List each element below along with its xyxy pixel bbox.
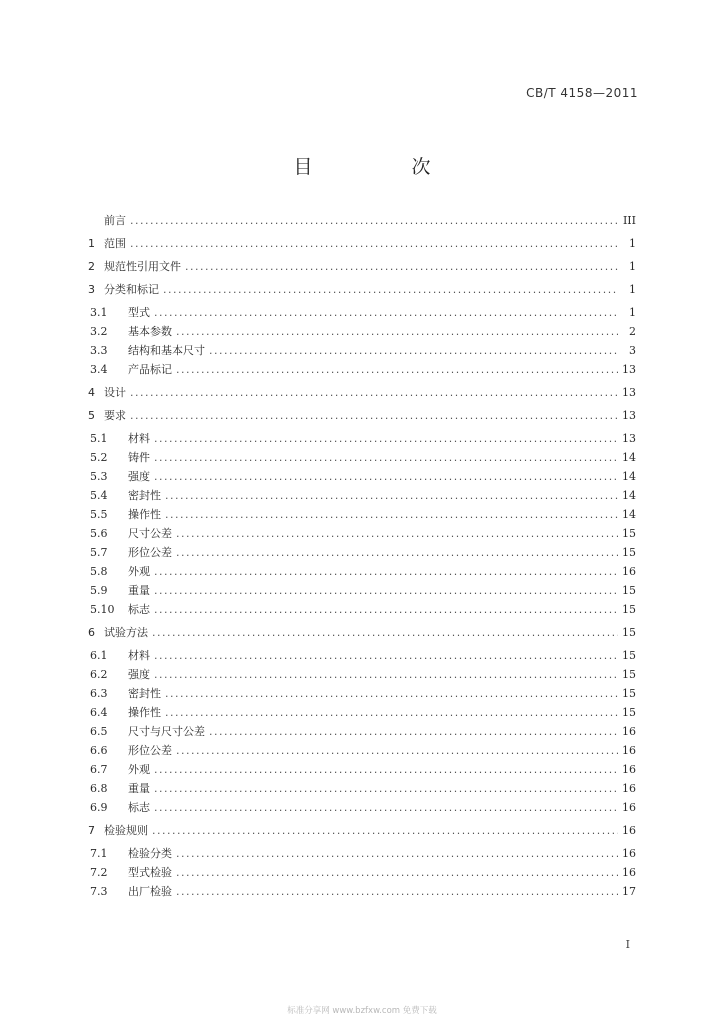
toc-entry-label: 尺寸与尺寸公差 <box>128 725 205 738</box>
toc-entry-number: 7.2 <box>90 866 108 879</box>
toc-leader-dots <box>154 649 618 662</box>
toc-entry-page: 13 <box>622 409 636 422</box>
toc-entry-label: 规范性引用文件 <box>104 260 181 273</box>
toc-entry-number: 6 <box>88 626 95 639</box>
toc-leader-dots <box>165 508 618 521</box>
toc-entry[interactable] <box>88 525 636 541</box>
toc-leader-dots <box>154 801 618 814</box>
toc-entry[interactable] <box>88 845 636 861</box>
toc-entry-number: 5.10 <box>90 603 115 616</box>
toc-entry-number: 3.1 <box>90 306 108 319</box>
toc-entry[interactable] <box>88 624 636 640</box>
toc-entry[interactable] <box>88 647 636 663</box>
toc-entry-number: 5.5 <box>90 508 108 521</box>
toc-leader-dots <box>130 409 618 422</box>
toc-entry-number: 6.9 <box>90 801 108 814</box>
toc-leader-dots <box>209 344 618 357</box>
toc-entry[interactable] <box>88 544 636 560</box>
toc-leader-dots <box>176 527 618 540</box>
toc-leader-dots <box>176 885 618 898</box>
toc-entry-page: 16 <box>622 824 636 837</box>
toc-entry-label: 材料 <box>128 649 150 662</box>
toc-entry-page: 15 <box>622 527 636 540</box>
toc-entry[interactable] <box>88 506 636 522</box>
toc-leader-dots <box>154 603 618 616</box>
toc-entry[interactable] <box>88 342 636 358</box>
toc-entry-label: 形位公差 <box>128 744 172 757</box>
toc-entry-number: 3.3 <box>90 344 108 357</box>
watermark: 标准分享网 www.bzfxw.com 免费下载 <box>287 1006 437 1016</box>
toc-entry[interactable] <box>88 384 636 400</box>
toc-entry-label: 强度 <box>128 470 150 483</box>
toc-entry[interactable] <box>88 601 636 617</box>
toc-leader-dots <box>176 546 618 559</box>
toc-entry-page: 16 <box>622 847 636 860</box>
toc-entry[interactable] <box>88 822 636 838</box>
page-number: I <box>625 938 630 951</box>
toc-entry[interactable] <box>88 487 636 503</box>
toc-leader-dots <box>152 824 618 837</box>
toc-entry-number: 6.1 <box>90 649 108 662</box>
toc-entry-label: 检验规则 <box>104 824 148 837</box>
toc-entry-page: 13 <box>622 386 636 399</box>
standard-code: CB/T 4158—2011 <box>526 86 638 100</box>
toc-entry-label: 材料 <box>128 432 150 445</box>
toc-leader-dots <box>130 386 618 399</box>
toc-entry[interactable] <box>88 449 636 465</box>
toc-entry[interactable] <box>88 742 636 758</box>
toc-entry-label: 尺寸公差 <box>128 527 172 540</box>
toc-entry-number: 5.7 <box>90 546 108 559</box>
toc-entry-label: 形位公差 <box>128 546 172 559</box>
toc-leader-dots <box>176 325 618 338</box>
toc-entry-label: 结构和基本尺寸 <box>128 344 205 357</box>
toc-entry[interactable] <box>88 780 636 796</box>
toc-leader-dots <box>176 847 618 860</box>
toc-entry-page: 16 <box>622 866 636 879</box>
toc-entry-number: 3.2 <box>90 325 108 338</box>
toc-entry-label: 密封性 <box>128 687 161 700</box>
toc-entry-page: 15 <box>622 668 636 681</box>
toc-entry-page: 13 <box>622 363 636 376</box>
toc-entry-page: 17 <box>622 885 636 898</box>
toc-entry-number: 5.1 <box>90 432 108 445</box>
toc-entry-label: 外观 <box>128 763 150 776</box>
toc-leader-dots <box>154 432 618 445</box>
toc-entry-page: 16 <box>622 744 636 757</box>
toc-leader-dots <box>154 668 618 681</box>
toc-entry-label: 产品标记 <box>128 363 172 376</box>
toc-entry-number: 6.5 <box>90 725 108 738</box>
toc-entry[interactable] <box>88 883 636 899</box>
toc-entry-page: 14 <box>622 508 636 521</box>
toc-entry-label: 操作性 <box>128 508 161 521</box>
toc-leader-dots <box>176 744 618 757</box>
toc-leader-dots <box>209 725 618 738</box>
toc-leader-dots <box>130 214 618 227</box>
toc-leader-dots <box>163 283 618 296</box>
toc-entry-page: 15 <box>622 603 636 616</box>
toc-leader-dots <box>176 363 618 376</box>
toc-entry[interactable] <box>88 799 636 815</box>
toc-leader-dots <box>165 687 618 700</box>
toc-entry-label: 分类和标记 <box>104 283 159 296</box>
toc-leader-dots <box>165 706 618 719</box>
toc-entry-label: 型式检验 <box>128 866 172 879</box>
toc-entry-number: 5 <box>88 409 95 422</box>
toc-entry-page: 3 <box>629 344 636 357</box>
toc-leader-dots <box>185 260 618 273</box>
toc-entry-number: 5.3 <box>90 470 108 483</box>
toc-entry[interactable] <box>88 761 636 777</box>
toc-entry-label: 重量 <box>128 782 150 795</box>
toc-entry-number: 6.3 <box>90 687 108 700</box>
toc-entry[interactable] <box>88 468 636 484</box>
toc-entry-number: 6.4 <box>90 706 108 719</box>
toc-entry-label: 试验方法 <box>104 626 148 639</box>
toc-entry-label: 要求 <box>104 409 126 422</box>
toc-entry[interactable] <box>88 563 636 579</box>
toc-entry[interactable] <box>88 323 636 339</box>
toc-entry-page: 15 <box>622 706 636 719</box>
toc-entry[interactable] <box>88 281 636 297</box>
toc-entry[interactable] <box>88 430 636 446</box>
toc-entry-number: 6.7 <box>90 763 108 776</box>
page-title: 目 次 <box>293 156 471 178</box>
toc-leader-dots <box>154 451 618 464</box>
toc-entry-page: 15 <box>622 687 636 700</box>
toc-entry-page: 1 <box>629 283 636 296</box>
toc-entry-label: 前言 <box>104 214 126 227</box>
toc-entry-number: 5.8 <box>90 565 108 578</box>
toc-entry-page: 14 <box>622 470 636 483</box>
toc-entry-page: 15 <box>622 546 636 559</box>
toc-entry-number: 3.4 <box>90 363 108 376</box>
toc-entry-label: 标志 <box>128 801 150 814</box>
toc-entry-number: 7.3 <box>90 885 108 898</box>
toc-entry[interactable] <box>88 704 636 720</box>
toc-entry-label: 操作性 <box>128 706 161 719</box>
toc-entry[interactable] <box>88 723 636 739</box>
toc-leader-dots <box>152 626 618 639</box>
toc-entry-label: 重量 <box>128 584 150 597</box>
toc-entry-number: 5.9 <box>90 584 108 597</box>
toc-entry-page: 15 <box>622 626 636 639</box>
toc-entry-number: 7.1 <box>90 847 108 860</box>
toc-leader-dots <box>165 489 618 502</box>
toc-entry-page: 15 <box>622 649 636 662</box>
toc-entry-label: 密封性 <box>128 489 161 502</box>
toc-entry-page: III <box>622 214 636 227</box>
toc-entry[interactable] <box>88 666 636 682</box>
toc-entry-label: 标志 <box>128 603 150 616</box>
toc-entry-number: 7 <box>88 824 95 837</box>
toc-entry-label: 检验分类 <box>128 847 172 860</box>
toc-entry-number: 5.2 <box>90 451 108 464</box>
toc-entry-number: 5.6 <box>90 527 108 540</box>
toc-entry-label: 出厂检验 <box>128 885 172 898</box>
toc-entry[interactable] <box>88 235 636 251</box>
toc-entry-page: 16 <box>622 763 636 776</box>
toc-entry-page: 14 <box>622 489 636 502</box>
toc-entry-number: 6.6 <box>90 744 108 757</box>
toc-leader-dots <box>154 763 618 776</box>
toc-entry[interactable] <box>88 212 636 228</box>
toc-entry-page: 14 <box>622 451 636 464</box>
toc-entry[interactable] <box>88 685 636 701</box>
toc-entry-label: 范围 <box>104 237 126 250</box>
toc-entry[interactable] <box>88 864 636 880</box>
toc-entry-page: 16 <box>622 801 636 814</box>
toc-entry-number: 1 <box>88 237 95 250</box>
toc-leader-dots <box>176 866 618 879</box>
toc-entry-page: 1 <box>629 260 636 273</box>
toc-entry[interactable] <box>88 361 636 377</box>
toc-entry[interactable] <box>88 304 636 320</box>
toc-entry-number: 2 <box>88 260 95 273</box>
toc-entry[interactable] <box>88 258 636 274</box>
toc-leader-dots <box>154 306 618 319</box>
toc-entry-label: 基本参数 <box>128 325 172 338</box>
toc-leader-dots <box>154 584 618 597</box>
toc-leader-dots <box>130 237 618 250</box>
toc-entry-label: 型式 <box>128 306 150 319</box>
toc-entry-number: 3 <box>88 283 95 296</box>
toc-entry-page: 16 <box>622 725 636 738</box>
toc-entry-label: 外观 <box>128 565 150 578</box>
toc-entry-page: 15 <box>622 584 636 597</box>
toc-entry-page: 2 <box>629 325 636 338</box>
toc-entry-page: 1 <box>629 306 636 319</box>
toc-entry-page: 1 <box>629 237 636 250</box>
toc-entry-label: 设计 <box>104 386 126 399</box>
toc-entry-number: 6.2 <box>90 668 108 681</box>
toc-entry[interactable] <box>88 407 636 423</box>
toc-entry[interactable] <box>88 582 636 598</box>
toc-entry-number: 6.8 <box>90 782 108 795</box>
toc-entry-number: 5.4 <box>90 489 108 502</box>
toc-entry-number: 4 <box>88 386 95 399</box>
toc-entry-page: 16 <box>622 565 636 578</box>
toc-leader-dots <box>154 782 618 795</box>
toc-entry-page: 13 <box>622 432 636 445</box>
toc-leader-dots <box>154 565 618 578</box>
toc-entry-label: 强度 <box>128 668 150 681</box>
toc-leader-dots <box>154 470 618 483</box>
toc-entry-page: 16 <box>622 782 636 795</box>
toc-entry-label: 铸件 <box>128 451 150 464</box>
